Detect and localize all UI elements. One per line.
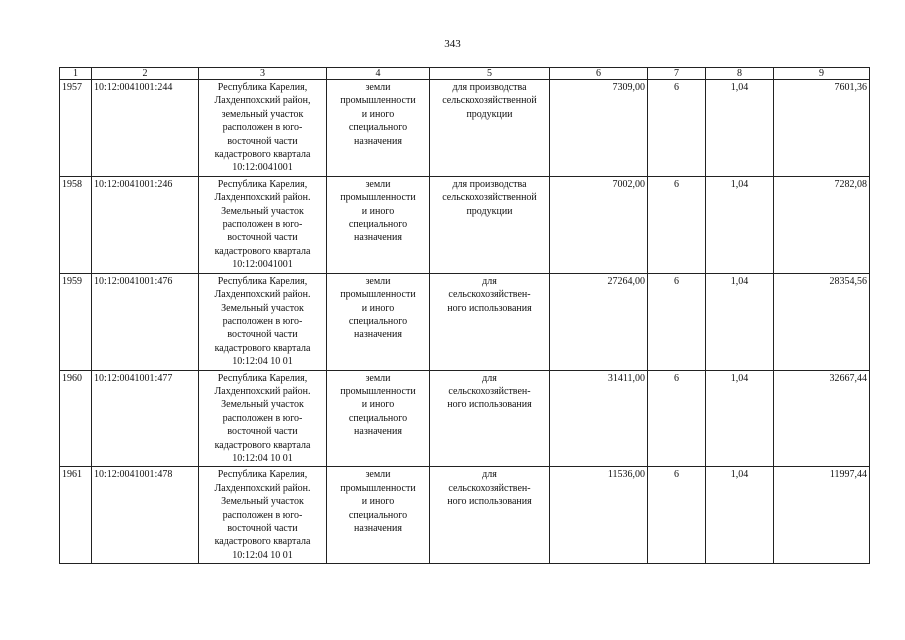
address-line: кадастрового квартала: [214, 245, 311, 257]
address-line: Земельный участок: [221, 302, 304, 314]
column-header: 2: [92, 68, 199, 80]
category-line: промышленности: [340, 95, 416, 107]
category-line: земли: [365, 275, 391, 287]
use-line: сельскохозяйственной: [442, 192, 537, 204]
use-line: ного использования: [447, 496, 532, 508]
row-number: 1958: [60, 176, 92, 273]
row-number: 1960: [60, 370, 92, 467]
cadastral-number: 10:12:0041001:244: [92, 80, 199, 177]
use-line: для: [482, 372, 497, 384]
column-header: 3: [199, 68, 327, 80]
category-line: промышленности: [340, 289, 416, 301]
column-7-value: 6: [648, 273, 706, 370]
category-line: назначения: [354, 232, 402, 244]
address-cell: [199, 80, 327, 177]
land-registry-table: [59, 67, 870, 564]
use-line: сельскохозяйствен-: [448, 482, 531, 494]
address-line: Лахденпохский район.: [214, 192, 311, 204]
category-line: назначения: [354, 523, 402, 534]
address-line: Земельный участок: [221, 399, 304, 411]
address-line: Республика Карелия,: [217, 82, 308, 93]
category-line: специального: [348, 509, 408, 521]
cadastral-number: 10:12:0041001:246: [92, 176, 199, 273]
use-line: для производства: [452, 82, 527, 93]
table-body: [60, 80, 870, 564]
table-row: [60, 80, 870, 177]
use-line: продукции: [466, 108, 513, 120]
address-line: Земельный участок: [221, 496, 304, 508]
permitted-use-cell: [430, 273, 550, 370]
address-line: восточной части: [227, 523, 298, 534]
total-value: 32667,44: [774, 370, 870, 467]
address-line: расположен в юго-: [222, 315, 303, 327]
permitted-use-cell: [430, 176, 550, 273]
address-cell: [199, 370, 327, 467]
address-line: расположен в юго-: [222, 219, 303, 231]
category-line: промышленности: [340, 385, 416, 397]
address-line: Республика Карелия,: [217, 469, 308, 481]
address-line: земельный участок: [221, 108, 304, 120]
page-number: 343: [444, 38, 461, 50]
permitted-use-cell: [430, 467, 550, 564]
area-value: 7002,00: [550, 176, 648, 273]
address-line: кадастрового квартала: [214, 149, 311, 161]
column-7-value: 6: [648, 176, 706, 273]
category-line: и иного: [361, 108, 395, 120]
column-7-value: 6: [648, 370, 706, 467]
address-line: восточной части: [227, 426, 298, 438]
permitted-use-cell: [430, 80, 550, 177]
header-row: [60, 68, 870, 80]
category-cell: [327, 370, 430, 467]
category-line: земли: [365, 178, 391, 190]
address-line: Лахденпохский район,: [214, 95, 311, 107]
use-line: ного использования: [447, 399, 532, 411]
category-line: земли: [365, 469, 391, 481]
use-line: ного использования: [447, 302, 532, 314]
address-line: кадастрового квартала: [214, 342, 311, 354]
address-line: Республика Карелия,: [217, 275, 308, 287]
cadastral-number: 10:12:0041001:476: [92, 273, 199, 370]
category-cell: [327, 80, 430, 177]
category-line: промышленности: [340, 482, 416, 494]
category-line: и иного: [361, 302, 395, 314]
address-line: восточной части: [227, 329, 298, 341]
total-value: 28354,56: [774, 273, 870, 370]
category-line: земли: [365, 372, 391, 384]
address-line: восточной части: [227, 135, 298, 147]
address-line: Лахденпохский район.: [214, 385, 311, 397]
address-line: Республика Карелия,: [217, 372, 308, 384]
use-line: для: [482, 275, 497, 287]
address-line: 10:12:04 10 01: [232, 452, 293, 464]
coefficient-value: 1,04: [706, 273, 774, 370]
category-line: промышленности: [340, 192, 416, 204]
coefficient-value: 1,04: [706, 80, 774, 177]
address-line: расположен в юго-: [222, 412, 303, 424]
category-cell: [327, 273, 430, 370]
address-line: 10:12:04 10 01: [232, 549, 293, 561]
address-line: кадастрового квартала: [214, 536, 311, 548]
category-line: назначения: [354, 135, 402, 147]
column-header: 4: [327, 68, 430, 80]
address-cell: [199, 273, 327, 370]
column-header: 8: [706, 68, 774, 80]
category-line: специального: [348, 219, 408, 231]
table-row: [60, 467, 870, 564]
category-line: назначения: [354, 426, 402, 438]
column-header: 7: [648, 68, 706, 80]
coefficient-value: 1,04: [706, 176, 774, 273]
table-row: [60, 273, 870, 370]
column-7-value: 6: [648, 467, 706, 564]
total-value: 7282,08: [774, 176, 870, 273]
use-line: сельскохозяйствен-: [448, 385, 531, 397]
category-line: и иного: [361, 496, 395, 508]
address-line: Лахденпохский район.: [214, 289, 311, 301]
address-line: восточной части: [227, 232, 298, 244]
permitted-use-cell: [430, 370, 550, 467]
address-line: расположен в юго-: [222, 122, 303, 134]
category-line: специального: [348, 122, 408, 134]
total-value: 7601,36: [774, 80, 870, 177]
area-value: 31411,00: [550, 370, 648, 467]
category-line: специального: [348, 315, 408, 327]
address-line: 10:12:04 10 01: [232, 356, 293, 368]
coefficient-value: 1,04: [706, 467, 774, 564]
cadastral-number: 10:12:0041001:477: [92, 370, 199, 467]
address-line: Лахденпохский район.: [214, 482, 311, 494]
use-line: для производства: [452, 178, 527, 190]
row-number: 1957: [60, 80, 92, 177]
coefficient-value: 1,04: [706, 370, 774, 467]
column-header: 5: [430, 68, 550, 80]
area-value: 7309,00: [550, 80, 648, 177]
category-line: и иного: [361, 399, 395, 411]
address-cell: [199, 176, 327, 273]
category-line: земли: [365, 82, 391, 93]
column-header: 1: [60, 68, 92, 80]
address-line: расположен в юго-: [222, 509, 303, 521]
address-cell: [199, 467, 327, 564]
use-line: для: [482, 469, 497, 481]
column-header: 6: [550, 68, 648, 80]
total-value: 11997,44: [774, 467, 870, 564]
category-line: назначения: [354, 329, 402, 341]
address-line: Земельный участок: [221, 205, 304, 217]
address-line: Республика Карелия,: [217, 178, 308, 190]
use-line: сельскохозяйствен-: [448, 289, 531, 301]
row-number: 1961: [60, 467, 92, 564]
address-line: 10:12:0041001: [232, 259, 293, 271]
column-7-value: 6: [648, 80, 706, 177]
table-row: [60, 176, 870, 273]
category-cell: [327, 467, 430, 564]
address-line: 10:12:0041001: [232, 162, 293, 174]
category-line: и иного: [361, 205, 395, 217]
use-line: продукции: [466, 205, 513, 217]
category-line: специального: [348, 412, 408, 424]
area-value: 27264,00: [550, 273, 648, 370]
category-cell: [327, 176, 430, 273]
address-line: кадастрового квартала: [214, 439, 311, 451]
cadastral-number: 10:12:0041001:478: [92, 467, 199, 564]
column-header: 9: [774, 68, 870, 80]
table-row: [60, 370, 870, 467]
row-number: 1959: [60, 273, 92, 370]
area-value: 11536,00: [550, 467, 648, 564]
use-line: сельскохозяйственной: [442, 95, 537, 107]
